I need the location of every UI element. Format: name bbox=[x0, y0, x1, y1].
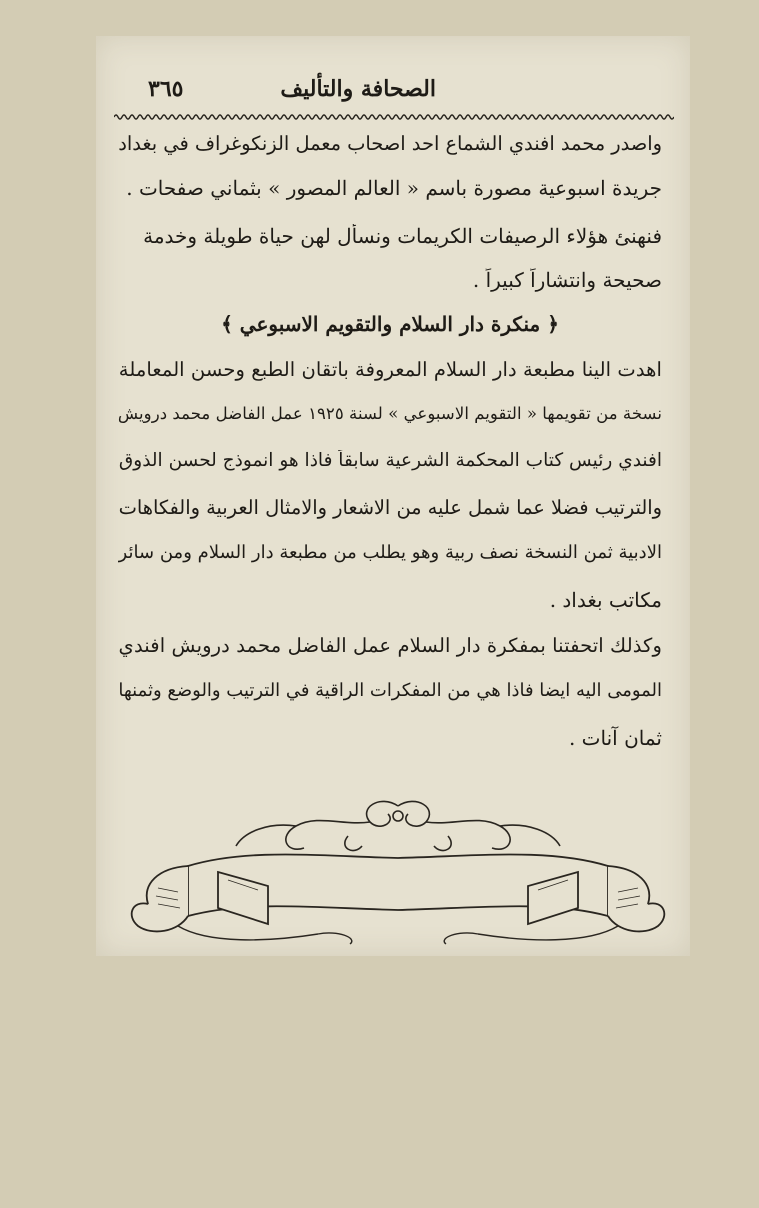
page-header bbox=[114, 74, 672, 110]
text-line: المومى اليه ايضا فاذا هي من المفكرات الراقية في الترتيب والوضع وثمنها bbox=[118, 680, 662, 701]
wavy-rule bbox=[114, 112, 674, 122]
article-body bbox=[118, 132, 662, 772]
running-title: الصحافة والتأليف bbox=[280, 76, 436, 102]
page-number: ٣٦٥ bbox=[148, 76, 184, 102]
text-line: فنهنئ هؤلاء الرصيفات الكريمات ونسأل لهن حياة طويلة وخدمة bbox=[143, 224, 662, 248]
text-line: واصدر محمد افندي الشماع احد اصحاب معمل الزنكوغراف في بغداد bbox=[118, 132, 662, 155]
text-line: جريدة اسبوعية مصورة باسم « العالم المصور » بثماني صفحات . bbox=[126, 176, 662, 200]
section-heading: ﴿ منكرة دار السلام والتقويم الاسبوعي ﴾ bbox=[221, 312, 559, 336]
text-line: اهدت الينا مطبعة دار السلام المعروفة باتقان الطبع وحسن المعاملة bbox=[118, 358, 662, 381]
text-line: مكاتب بغداد . bbox=[549, 588, 662, 612]
text-line: الادبية ثمن النسخة نصف ربية وهو يطلب من مطبعة دار السلام ومن سائر bbox=[118, 542, 662, 563]
text-line: ثمان آنات . bbox=[568, 726, 662, 750]
text-line: افندي رئيس كتاب المحكمة الشرعية سابقاً فاذا هو انموذج لحسن الذوق bbox=[118, 450, 662, 471]
scroll-banner-ornament bbox=[118, 796, 678, 946]
text-line: صحيحة وانتشاراً كبيراً . bbox=[472, 268, 662, 292]
text-line: والترتيب فضلا عما شمل عليه من الاشعار والامثال العربية والفكاهات bbox=[118, 496, 662, 519]
book-page bbox=[96, 36, 690, 956]
text-line: وكذلك اتحفتنا بمفكرة دار السلام عمل الفاضل محمد درويش افندي bbox=[118, 634, 662, 657]
text-line: نسخة من تقويمها « التقويم الاسبوعي » لسنة ١٩٢٥ عمل الفاضل محمد درويش bbox=[118, 404, 662, 423]
